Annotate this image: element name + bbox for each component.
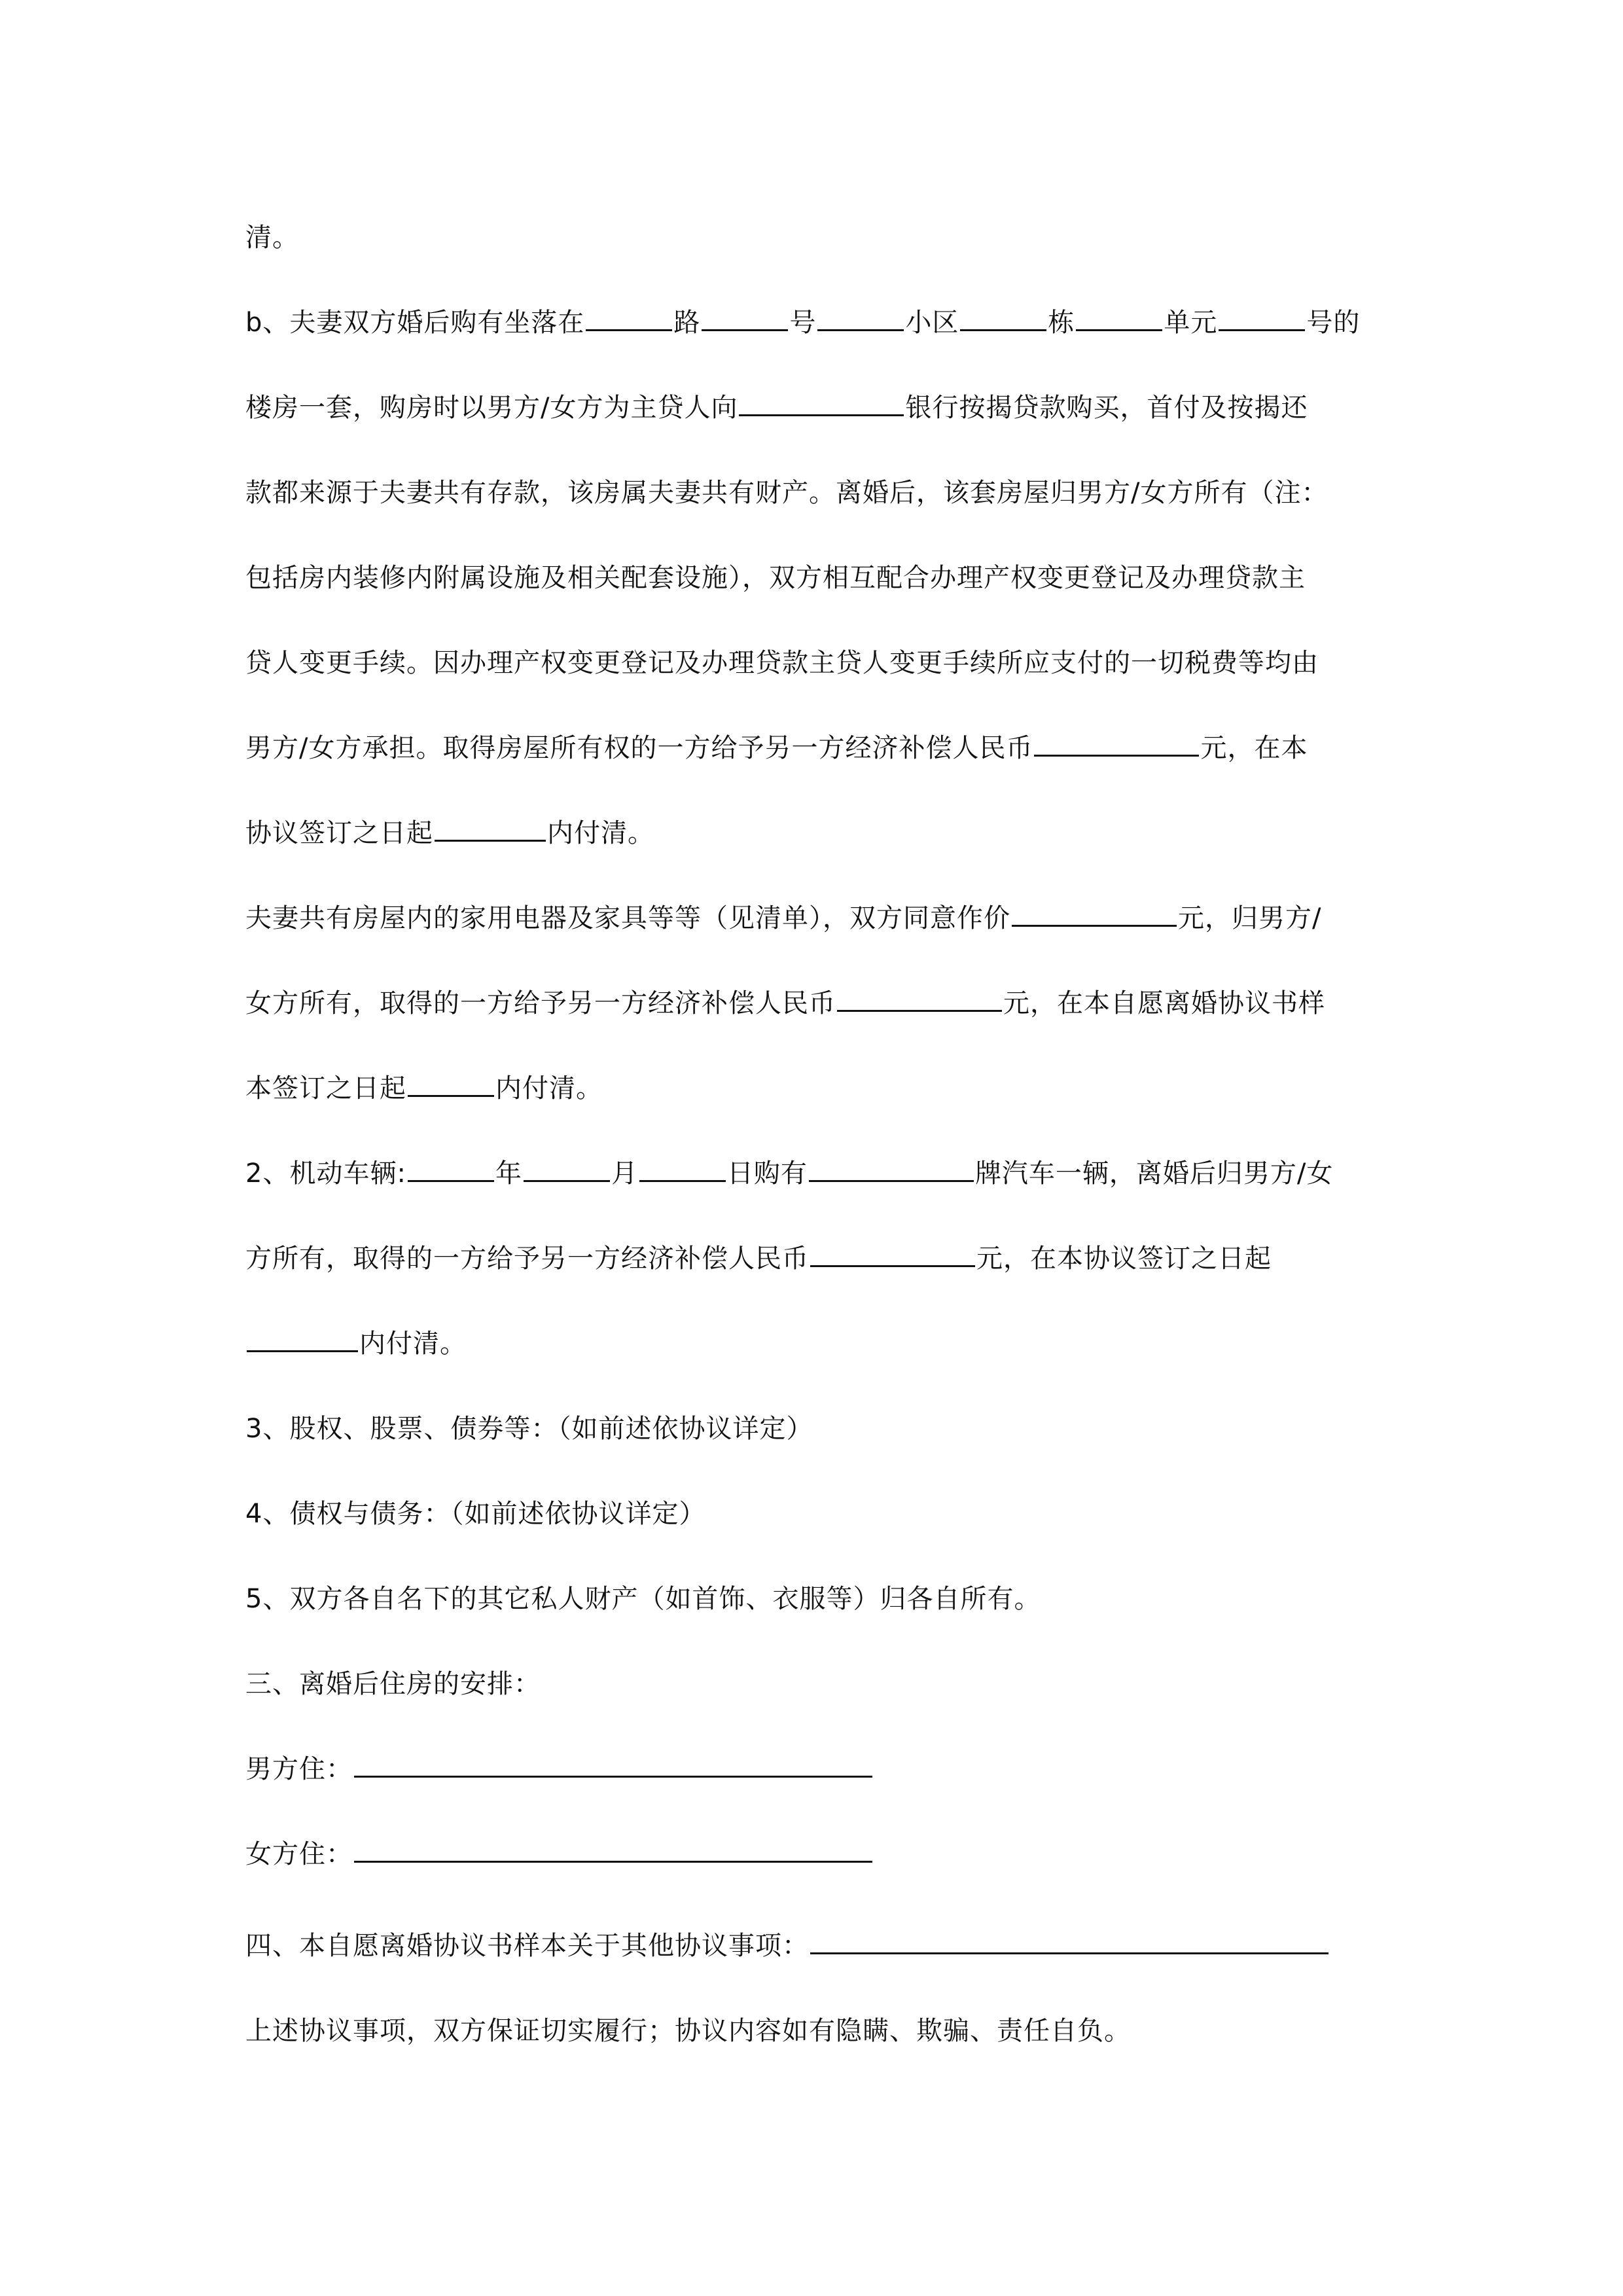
text-line: 3、股权、股票、债券等：（如前述依协议详定） (245, 1414, 813, 1444)
text-line: 男方住： (245, 1751, 874, 1787)
section-heading: 四、本自愿离婚协议书样本关于其他协议事项： (245, 1928, 1330, 1964)
text-line: 贷人变更手续。因办理产权变更登记及办理贷款主贷人变更手续所应支付的一切税费等均由 (245, 648, 1319, 678)
text-line: 款都来源于夫妻共有存款，该房属夫妻共有财产。离婚后，该套房屋归男方/女方所有（注： (245, 478, 1329, 508)
community-blank[interactable] (817, 306, 904, 331)
appliance-value-blank[interactable] (1012, 901, 1177, 927)
text-line: 男方/女方承担。取得房屋所有权的一方给予另一方经济补偿人民币 元，在本 (245, 730, 1308, 766)
text-line: 包括房内装修内附属设施及相关配套设施），双方相互配合办理产权变更登记及办理贷款主 (245, 563, 1306, 593)
car-brand-blank[interactable] (809, 1157, 974, 1182)
text-line: 女方所有，取得的一方给予另一方经济补偿人民币 元，在本自愿离婚协议书样 (245, 985, 1325, 1022)
appliance-period-blank[interactable] (408, 1071, 494, 1097)
vehicle-period-blank[interactable] (247, 1327, 358, 1352)
room-blank[interactable] (1219, 306, 1305, 331)
text-line: 上述协议事项，双方保证切实履行；协议内容如有隐瞒、欺骗、责任自负。 (245, 2016, 1131, 2046)
other-matters-blank[interactable] (810, 1929, 1329, 1954)
number-blank[interactable] (702, 306, 788, 331)
text-line: 女方住： (245, 1836, 874, 1873)
compensation-amount-blank[interactable] (1034, 731, 1199, 757)
text-line: 4、债权与债务：（如前述依协议详定） (245, 1499, 706, 1529)
building-blank[interactable] (960, 306, 1046, 331)
text-line: 清。 (245, 223, 299, 253)
bank-blank[interactable] (739, 391, 904, 416)
text-line: 夫妻共有房屋内的家用电器及家具等等（见清单），双方同意作价 元，归男方/ (245, 900, 1321, 937)
male-residence-blank[interactable] (354, 1752, 872, 1778)
text-line: 方所有，取得的一方给予另一方经济补偿人民币 元，在本协议签订之日起 (245, 1240, 1272, 1277)
month-blank[interactable] (524, 1157, 610, 1182)
year-blank[interactable] (408, 1157, 494, 1182)
appliance-compensation-blank[interactable] (837, 986, 1002, 1012)
road-blank[interactable] (586, 306, 672, 331)
day-blank[interactable] (639, 1157, 726, 1182)
vehicle-compensation-blank[interactable] (810, 1242, 975, 1267)
payment-period-blank[interactable] (435, 816, 546, 842)
unit-blank[interactable] (1076, 306, 1162, 331)
vehicle-line: 2、机动车辆: 年 月 日购有 牌汽车一辆，离婚后归男方/女 (245, 1155, 1333, 1192)
female-residence-blank[interactable] (354, 1837, 872, 1863)
text-line: 5、双方各自名下的其它私人财产（如首饰、衣服等）归各自所有。 (245, 1584, 1041, 1614)
house-address-line: b、夫妻双方婚后购有坐落在 路 号 小区 栋 单元 号的 (245, 304, 1360, 341)
text-line: 内付清。 (245, 1325, 467, 1362)
text-line: 本签订之日起 内付清。 (245, 1070, 603, 1107)
text-line: 协议签订之日起 内付清。 (245, 815, 654, 852)
text-line: 楼房一套，购房时以男方/女方为主贷人向 银行按揭贷款购买，首付及按揭还 (245, 389, 1308, 426)
section-heading: 三、离婚后住房的安排： (245, 1669, 541, 1699)
